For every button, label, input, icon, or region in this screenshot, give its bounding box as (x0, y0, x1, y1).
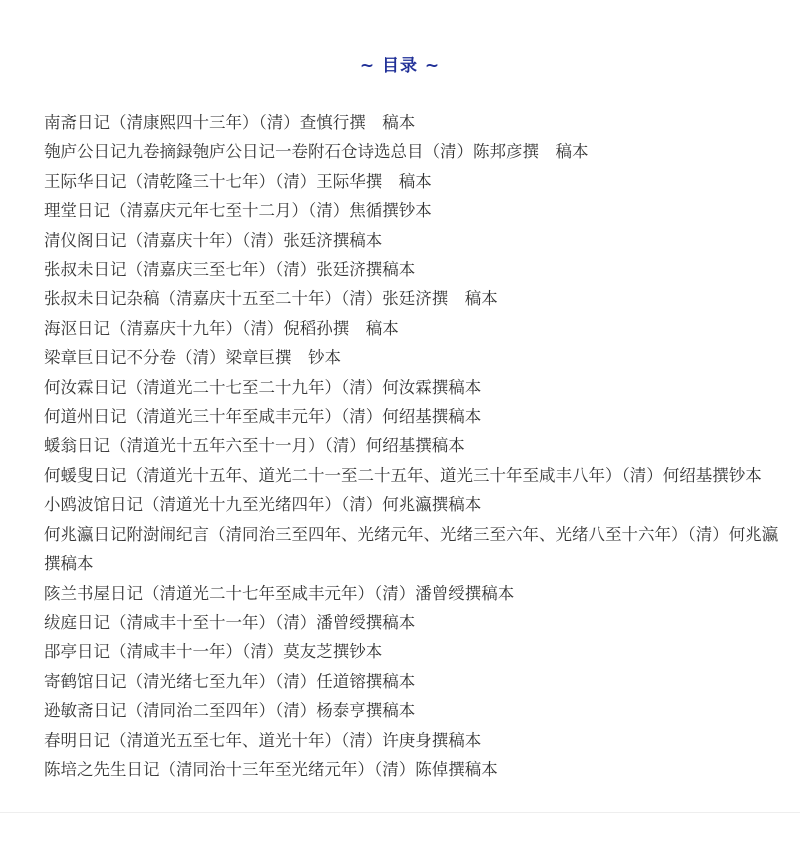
catalog-entry: 何兆瀛日记附澍闹纪言（清同治三至四年、光绪元年、光绪三至六年、光绪八至十六年）（清）何兆瀛撰稿本 (44, 524, 779, 574)
catalog-entry: 清仪阁日记（清嘉庆十年）（清）张廷济撰稿本 (44, 230, 383, 250)
catalog-entry: 张叔未日记（清嘉庆三至七年）（清）张廷济撰稿本 (44, 260, 416, 280)
catalog-entry: 寄鹤馆日记（清光绪七至九年）（清）任道镕撰稿本 (44, 671, 416, 691)
page-title: ~ 目录 ~ (359, 56, 441, 76)
catalog-entry: 梁章巨日记不分卷（清）梁章巨撰 钞本 (44, 348, 341, 368)
catalog-entry: 理堂日记（清嘉庆元年七至十二月）（清）焦循撰钞本 (44, 201, 432, 221)
catalog-entry: 小鸥波馆日记（清道光十九至光绪四年）（清）何兆瀛撰稿本 (44, 495, 482, 515)
catalog-entry: 郘亭日记（清咸丰十一年）（清）莫友芝撰钞本 (44, 642, 383, 662)
catalog-entry: 海沤日记（清嘉庆十九年）（清）倪稻孙撰 稿本 (44, 318, 399, 338)
catalog-entry: 张叔未日记杂稿（清嘉庆十五至二十年）（清）张廷济撰 稿本 (44, 289, 498, 309)
catalog-entry: 陈培之先生日记（清同治十三年至光绪元年）（清）陈倬撰稿本 (44, 759, 498, 779)
catalog-entry: 南斋日记（清康熙四十三年）（清）查慎行撰 稿本 (44, 113, 416, 132)
catalog-entry: 匏庐公日记九卷摘録匏庐公日记一卷附石仓诗选总目（清）陈邦彦撰 稿本 (44, 142, 589, 162)
bottom-divider (0, 812, 800, 813)
diary-catalog-list (44, 108, 786, 784)
catalog-entry: 王际华日记（清乾隆三十七年）（清）王际华撰 稿本 (44, 171, 432, 191)
catalog-entry: 何道州日记（清道光三十年至咸丰元年）（清）何绍基撰稿本 (44, 407, 482, 427)
catalog-entry: 蝯翁日记（清道光十五年六至十一月）（清）何绍基撰稿本 (44, 436, 465, 456)
catalog-entry: 逊敏斋日记（清同治二至四年）（清）杨泰亨撰稿本 (44, 701, 416, 721)
catalog-entry: 陔兰书屋日记（清道光二十七年至咸丰元年）（清）潘曾绶撰稿本 (44, 583, 515, 603)
catalog-entry: 绂庭日记（清咸丰十至十一年）（清）潘曾绶撰稿本 (44, 612, 416, 632)
catalog-entry: 何蝯叟日记（清道光十五年、道光二十一至二十五年、道光三十年至咸丰八年）（清）何绍基撰钞本 (44, 465, 762, 485)
catalog-entry: 春明日记（清道光五至七年、道光十年）（清）许庚身撰稿本 (44, 730, 482, 750)
catalog-entry: 何汝霖日记（清道光二十七至二十九年）（清）何汝霖撰稿本 (44, 377, 482, 397)
